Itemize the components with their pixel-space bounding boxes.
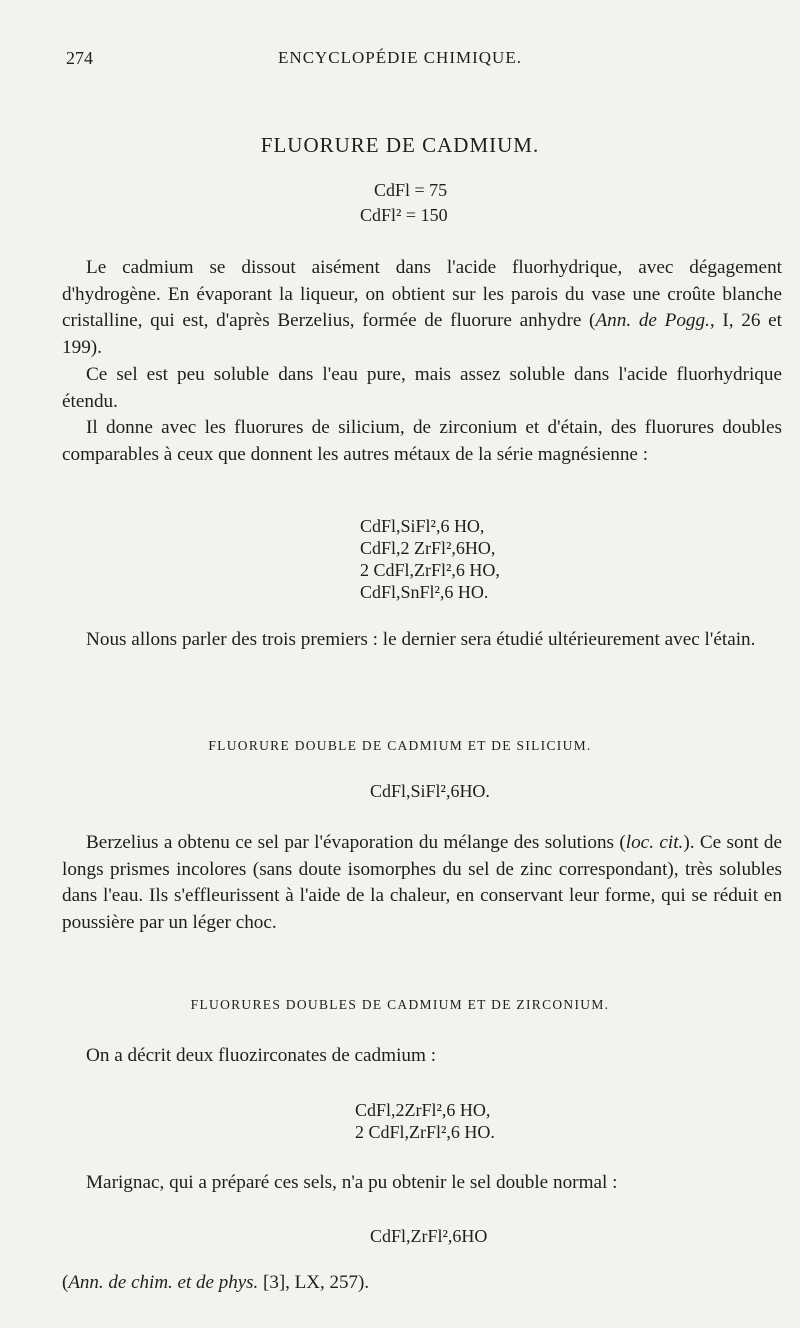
double-salt-item: CdFl,SnFl²,6 HO.: [360, 582, 489, 602]
paragraph-silicium: Berzelius a obtenu ce sel par l'évaporation du mélange des solutions (loc. cit.). Ce sont de longs prismes incolores (sans doute isomorphes du sel de zinc correspondant), très solubles dans l'eau. Ils s'effleurissent à l'aide de la chaleur, en conservant leur forme, qui se réduit en poussière par un léger choc.: [62, 832, 782, 933]
double-salts-list: [360, 515, 500, 603]
fluozirconate-item: 2 CdFl,ZrFl²,6 HO.: [355, 1122, 495, 1142]
paragraph-1: Le cadmium se dissout aisément dans l'acide fluorhydrique, avec dégagement d'hydrogène. En évaporant la liqueur, on obtient sur les parois du vase une croûte blanche cristalline, qui est, d'après Berzelius, formée de fluorure anhydre (Ann. de Pogg., I, 26 et 199).: [62, 257, 782, 358]
formula-cdfl2: CdFl² = 150: [360, 205, 448, 225]
running-title: ENCYCLOPÉDIE CHIMIQUE.: [278, 48, 522, 67]
citation-journal: Ann. de chim. et de phys.: [68, 1272, 259, 1293]
section-heading-zirconium: FLUORURES DOUBLES DE CADMIUM ET DE ZIRCONIUM.: [190, 997, 610, 1012]
paragraph-zirconium-intro: On a décrit deux fluozirconates de cadmium :: [86, 1045, 437, 1066]
formula-normal-salt: CdFl,ZrFl²,6HO: [370, 1226, 488, 1246]
double-salt-item: CdFl,SiFl²,6 HO,: [360, 516, 485, 536]
paragraph-2: Ce sel est peu soluble dans l'eau pure, mais assez soluble dans l'acide fluorhydrique étendu.: [62, 364, 782, 412]
paragraph-4: Nous allons parler des trois premiers : le dernier sera étudié ultérieurement avec l'étain.: [86, 629, 756, 650]
fluozirconate-item: CdFl,2ZrFl²,6 HO,: [355, 1100, 491, 1120]
citation-ann-chim: (Ann. de chim. et de phys. [3], LX, 257).: [62, 1272, 370, 1293]
double-salt-item: CdFl,2 ZrFl²,6HO,: [360, 538, 496, 558]
page-number: 274: [66, 48, 93, 68]
fluozirconates-list: [355, 1099, 495, 1143]
reference-loc-cit: loc. cit.: [625, 832, 684, 853]
formula-cdfl: CdFl = 75: [374, 180, 448, 200]
section-heading-silicium: FLUORURE DOUBLE DE CADMIUM ET DE SILICIUM.: [208, 738, 592, 753]
reference-pogg: Ann. de Pogg.: [595, 310, 710, 331]
double-salt-item: 2 CdFl,ZrFl²,6 HO,: [360, 560, 500, 580]
section-title: FLUORURE DE CADMIUM.: [260, 133, 540, 157]
paragraph-marignac: Marignac, qui a préparé ces sels, n'a pu obtenir le sel double normal :: [86, 1172, 618, 1193]
paragraph-3: Il donne avec les fluorures de silicium, de zirconium et d'étain, des fluorures doubles comparables à ceux que donnent les autres métaux de la série magnésienne :: [62, 417, 782, 465]
formula-silicium: CdFl,SiFl²,6HO.: [370, 781, 490, 801]
